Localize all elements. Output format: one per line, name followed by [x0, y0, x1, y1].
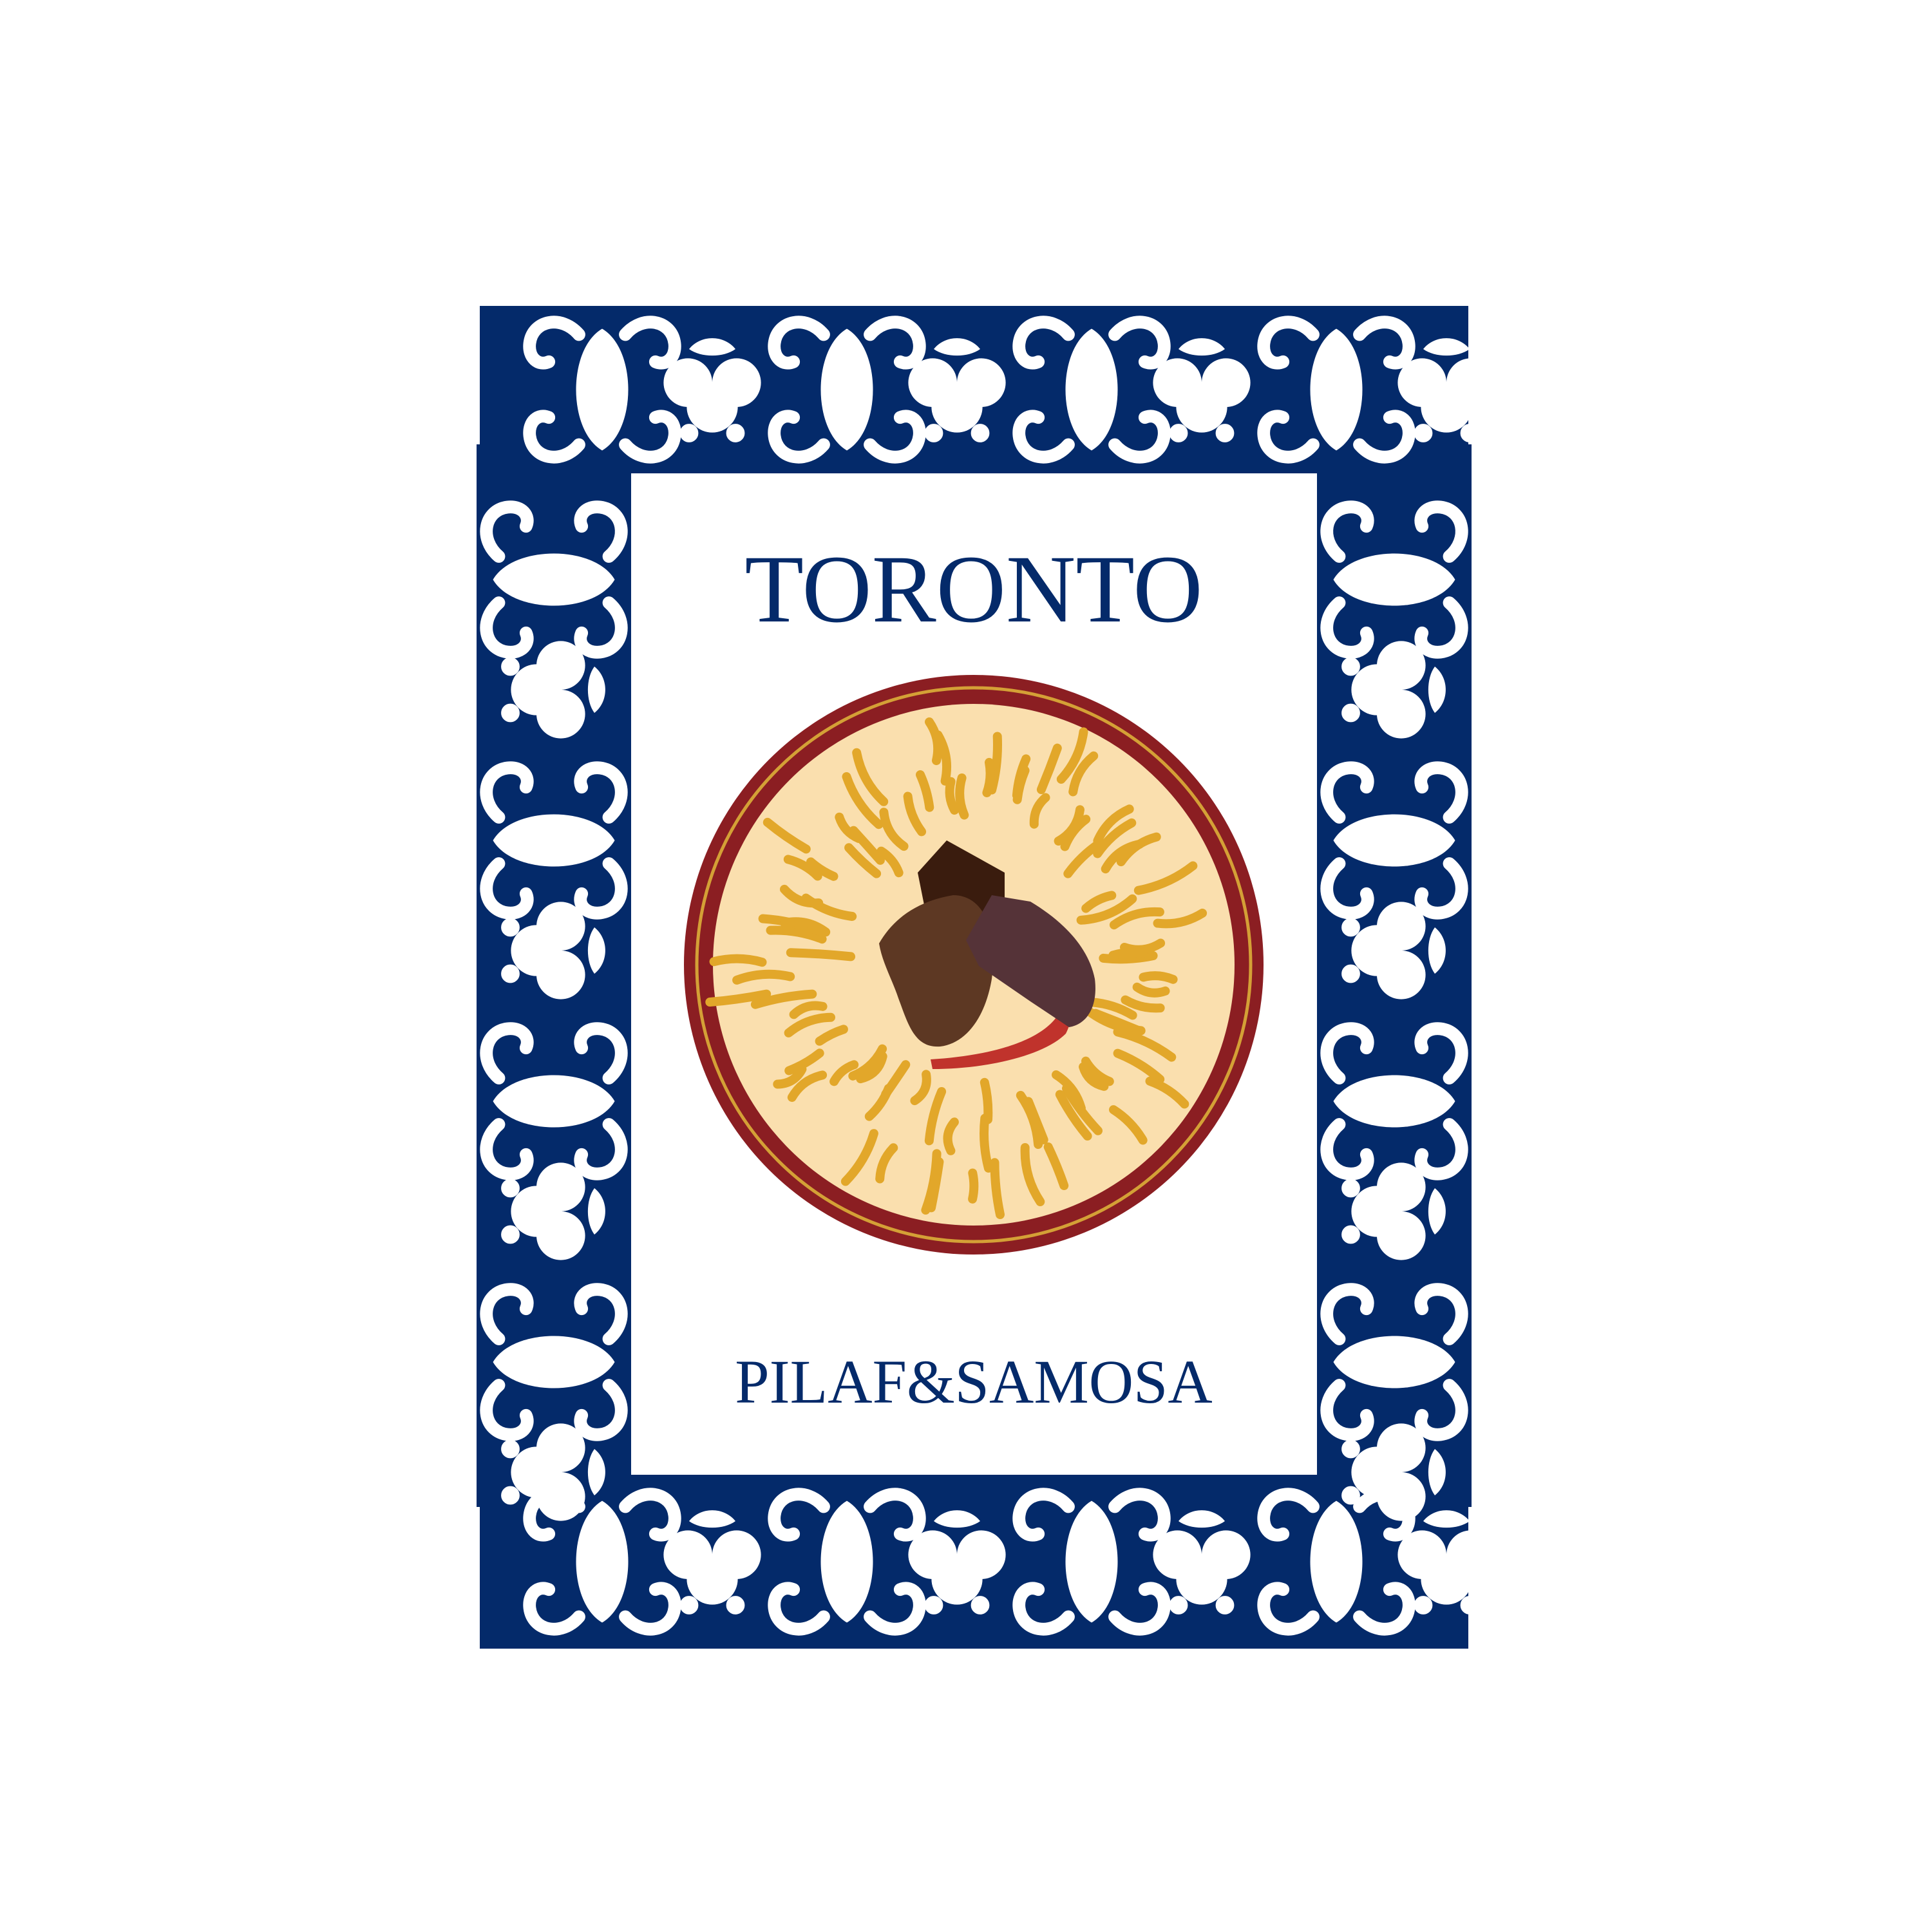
city-title: TORONTO: [744, 536, 1203, 643]
rice-grain: [1143, 976, 1173, 980]
rice-grain: [987, 762, 990, 793]
rice-grain: [960, 778, 964, 815]
pilaf-plate-icon: [684, 675, 1264, 1255]
restaurant-name: PILAF&SAMOSA: [735, 1347, 1213, 1416]
rice-grain: [972, 1173, 974, 1199]
rice-grain: [714, 959, 762, 962]
rice-grain: [950, 782, 955, 810]
rice-grain: [984, 1118, 989, 1168]
rice-grain: [1113, 952, 1143, 955]
rice-grain: [791, 952, 851, 956]
